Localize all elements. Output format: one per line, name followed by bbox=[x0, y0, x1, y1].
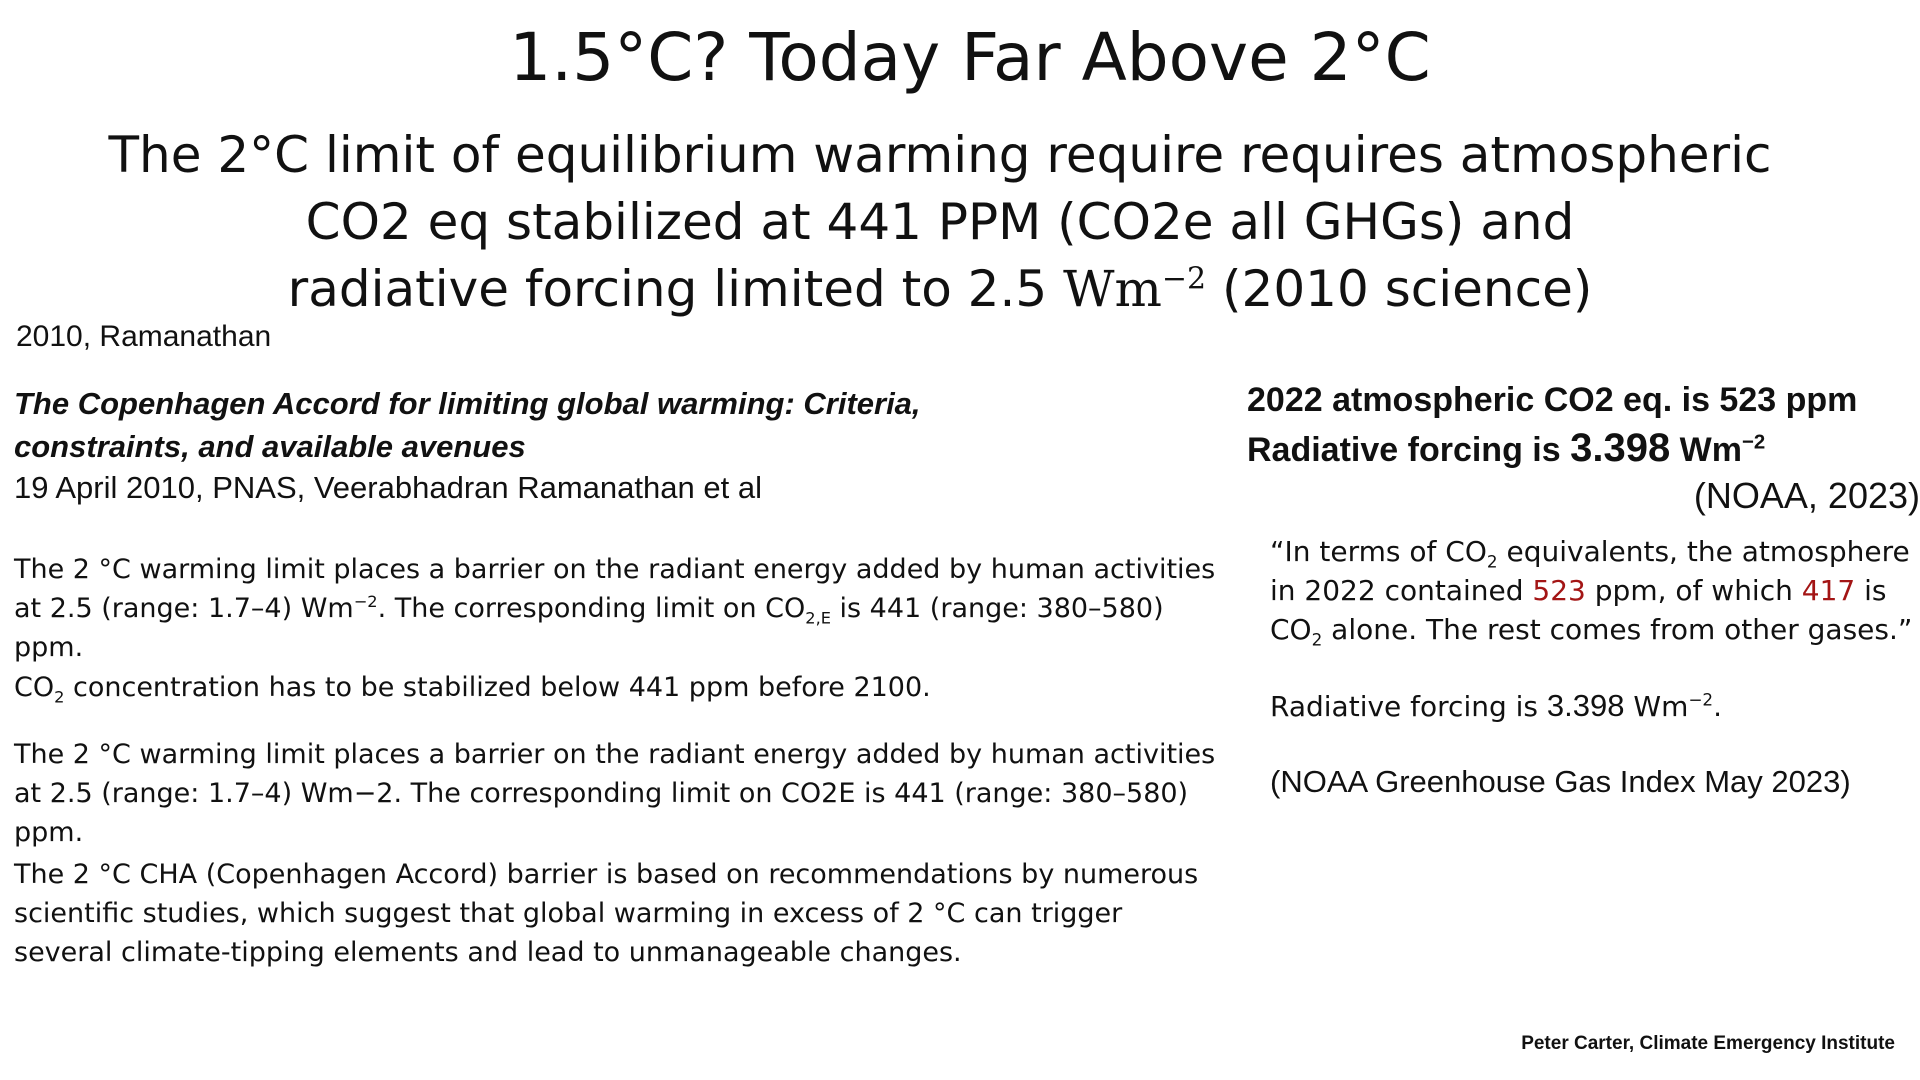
right-headline-unit: Wm bbox=[1670, 431, 1742, 469]
attribution: 2010, Ramanathan bbox=[16, 320, 272, 353]
quote-subscript-1: 2 bbox=[1486, 551, 1498, 572]
subtitle-line-3-text: radiative forcing limited to 2.5 bbox=[287, 260, 1064, 318]
footer-credit: Peter Carter, Climate Emergency Institute bbox=[1521, 1033, 1895, 1054]
para1-subscript: 2,E bbox=[805, 608, 831, 628]
paragraph-radiant-limit bbox=[14, 550, 1224, 667]
quote-text-e: alone. The rest comes from other gases.” bbox=[1322, 613, 1913, 646]
rf-exponent: −2 bbox=[1688, 689, 1714, 710]
para1-text-a: The 2 °C warming limit places a barrier on the radiant energy added by human activities at 2.5 (range: 1.7–4) Wm bbox=[14, 554, 1216, 624]
right-headline bbox=[1247, 376, 1920, 474]
paragraph-cha-barrier: The 2 °C CHA (Copenhagen Accord) barrier is based on recommendations by numerous scientific studies, which suggest that global warming in excess of 2 °C can trigger several climate-tipping elements and lead to unmanageable changes. bbox=[14, 859, 1199, 968]
quote-text-b: equivalents, the atmosphere in 2022 contained bbox=[1270, 535, 1910, 607]
right-headline-exponent: −2 bbox=[1741, 431, 1766, 454]
right-headline-line-2-text: Radiative forcing is bbox=[1247, 431, 1571, 469]
paper-title: The Copenhagen Accord for limiting global warming: Criteria, constraints, and available avenues bbox=[14, 386, 921, 464]
quote-value-417: 417 bbox=[1801, 574, 1856, 607]
subtitle-line-2: CO2 eq stabilized at 441 PPM (CO2e all GHGs) and bbox=[305, 193, 1575, 251]
noaa-index-source: (NOAA Greenhouse Gas Index May 2023) bbox=[1270, 764, 1851, 799]
quote-subscript-2: 2 bbox=[1311, 629, 1323, 650]
noaa-quote bbox=[1270, 532, 1920, 649]
subtitle-unit-exponent: −2 bbox=[1161, 261, 1207, 297]
para2-text-b: concentration has to be stabilized below 441 ppm before 2100. bbox=[64, 672, 931, 703]
rf-period: . bbox=[1713, 690, 1723, 723]
subtitle-unit: Wm bbox=[1063, 260, 1162, 318]
para1-exponent: −2 bbox=[353, 592, 378, 611]
para2-subscript: 2 bbox=[54, 687, 65, 707]
para2-text-a: CO bbox=[14, 672, 55, 703]
right-headline-line-1: 2022 atmospheric CO2 eq. is 523 ppm bbox=[1247, 381, 1858, 419]
quote-text-d: is CO bbox=[1270, 574, 1887, 646]
subtitle-line-3-tail: (2010 science) bbox=[1206, 260, 1593, 318]
paragraph-co2-stabilize bbox=[14, 668, 1224, 707]
right-headline-forcing-value: 3.398 bbox=[1570, 426, 1671, 470]
quote-text-c: ppm, of which bbox=[1585, 574, 1802, 607]
slide-subtitle bbox=[0, 122, 1880, 323]
para1-text-c: is 441 (range: 380–580) ppm. bbox=[14, 593, 1164, 663]
radiative-forcing-line bbox=[1270, 686, 1920, 727]
subtitle-line-1: The 2°C limit of equilibrium warming require requires atmospheric bbox=[108, 126, 1772, 184]
paragraph-radiant-limit-repeat: The 2 °C warming limit places a barrier on the radiant energy added by human activities at 2.5 (range: 1.7–4) Wm−2. The corresponding limit on CO2E is 441 (range: 380–580) ppm. bbox=[14, 739, 1216, 848]
rf-text: Radiative forcing is bbox=[1270, 690, 1547, 723]
paper-citation: 19 April 2010, PNAS, Veerabhadran Ramanathan et al bbox=[14, 470, 762, 505]
para1-text-b: . The corresponding limit on CO bbox=[377, 593, 806, 624]
subtitle-line-3 bbox=[0, 256, 1880, 323]
right-headline-line-2 bbox=[1247, 424, 1920, 474]
quote-text-a: “In terms of CO bbox=[1270, 535, 1487, 568]
quote-value-523: 523 bbox=[1532, 574, 1586, 607]
slide-title: 1.5°C? Today Far Above 2°C bbox=[509, 19, 1431, 96]
right-source: (NOAA, 2023) bbox=[1693, 475, 1920, 516]
rf-value: 3.398 bbox=[1546, 688, 1625, 723]
rf-unit: Wm bbox=[1624, 690, 1689, 723]
